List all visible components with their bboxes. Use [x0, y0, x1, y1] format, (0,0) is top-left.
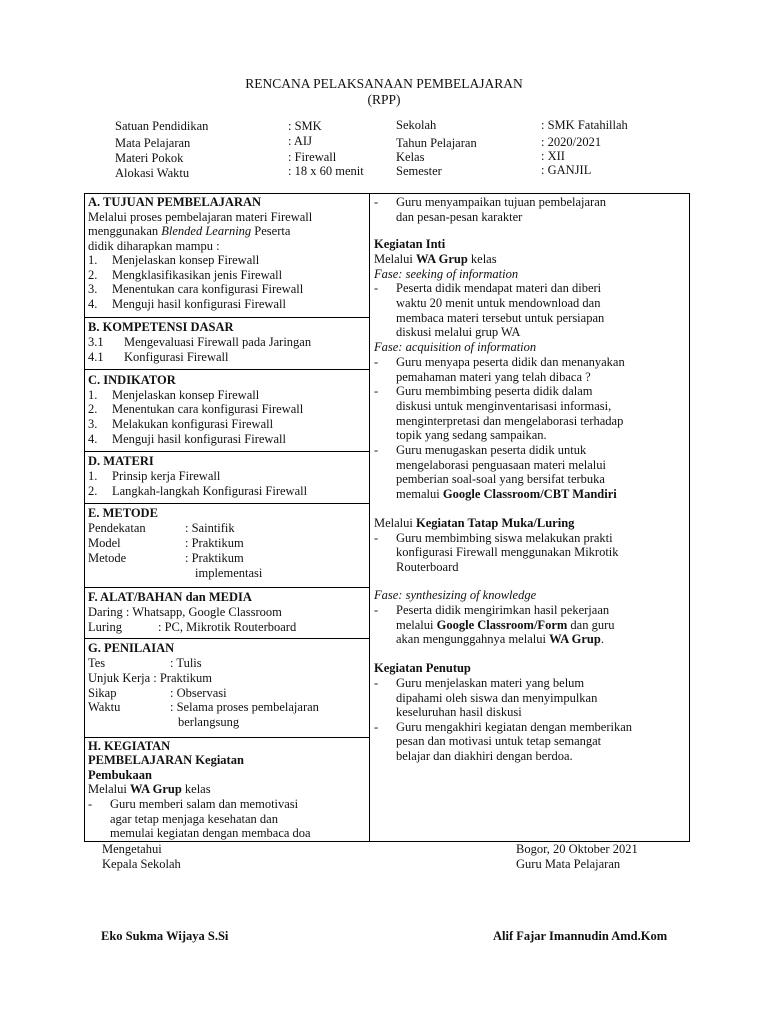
- row-label: Sikap: [88, 686, 117, 700]
- phase-label: Fase: seeking of information: [374, 267, 519, 281]
- bullet-cont: akan mengunggahnya melalui WA Grup.: [396, 632, 604, 646]
- row-value: : Observasi: [170, 686, 227, 700]
- bullet-cont: pesan dan motivasi untuk tetap semangat: [396, 734, 602, 748]
- info-value: : Firewall: [288, 150, 337, 164]
- signature-name: Eko Sukma Wijaya S.Si: [101, 929, 229, 943]
- info-value: : SMK: [288, 119, 322, 133]
- daring-line: Daring : Whatsapp, Google Classroom: [88, 605, 282, 619]
- section-divider: [84, 451, 369, 452]
- bullet-cont: pemahaman materi yang telah dibaca ?: [396, 370, 591, 384]
- bullet-cont: Routerboard: [396, 560, 459, 574]
- bullet-item: - Guru menugaskan peserta didik untuk: [374, 443, 587, 457]
- subheading: Kegiatan Penutup: [374, 661, 471, 675]
- section-divider: [84, 737, 369, 738]
- section-heading: G. PENILAIAN: [88, 641, 175, 655]
- row-value: : Tulis: [170, 656, 202, 670]
- info-value: : SMK Fatahillah: [541, 118, 628, 132]
- paragraph-line: Melalui WA Grup kelas: [374, 252, 497, 266]
- bullet-cont: mengelaborasi penguasaan materi melalui: [396, 458, 606, 472]
- bullet-cont: konfigurasi Firewall menggunakan Mikrotik: [396, 545, 619, 559]
- paragraph-line: Melalui proses pembelajaran materi Firewall: [88, 210, 313, 224]
- bullet-item: - Guru memberi salam dan memotivasi: [88, 797, 299, 811]
- row-label: Tes: [88, 656, 106, 670]
- phase-label: Fase: acquisition of information: [374, 340, 537, 354]
- section-heading: D. MATERI: [88, 454, 154, 468]
- list-item: 1. Menjelaskan konsep Firewall: [88, 388, 260, 402]
- list-item: 1. Prinsip kerja Firewall: [88, 469, 221, 483]
- info-label: Semester: [396, 164, 442, 178]
- section-divider: [84, 369, 369, 370]
- list-item: 3. Menentukan cara konfigurasi Firewall: [88, 282, 304, 296]
- info-label: Tahun Pelajaran: [396, 136, 477, 150]
- paragraph-line: Melalui WA Grup kelas: [88, 782, 211, 796]
- document-title: RENCANA PELAKSANAAN PEMBELAJARAN: [245, 76, 523, 91]
- bullet-cont: melalui Google Classroom/Form dan guru: [396, 618, 615, 632]
- info-value: : AIJ: [288, 134, 312, 148]
- info-label: Sekolah: [396, 118, 437, 132]
- signature-name: Alif Fajar Imannudin Amd.Kom: [493, 929, 668, 943]
- bullet-item: - Guru menyampaikan tujuan pembelajaran: [374, 195, 606, 209]
- info-label: Satuan Pendidikan: [115, 119, 209, 133]
- section-divider: [84, 503, 369, 504]
- info-label: Kelas: [396, 150, 425, 164]
- signature-role: Kepala Sekolah: [102, 857, 181, 871]
- bullet-item: - Peserta didik mendapat materi dan diberi: [374, 281, 602, 295]
- row-value: : PC, Mikrotik Routerboard: [158, 620, 297, 634]
- paragraph-line: menggunakan Blended Learning Peserta: [88, 224, 291, 238]
- bullet-cont: menginterpretasi dan mengelaborasi terhadap: [396, 414, 624, 428]
- row-value: : Saintifik: [185, 521, 235, 535]
- unjuk-line: Unjuk Kerja : Praktikum: [88, 671, 212, 685]
- row-label: Waktu: [88, 700, 121, 714]
- bullet-cont: memulai kegiatan dengan membaca doa: [110, 826, 311, 840]
- bullet-item: - Guru mengakhiri kegiatan dengan memberikan: [374, 720, 633, 734]
- bullet-cont: agar tetap menjaga kesehatan dan: [110, 812, 278, 826]
- bullet-item: - Guru menjelaskan materi yang belum: [374, 676, 585, 690]
- signature-date: Bogor, 20 Oktober 2021: [516, 842, 638, 856]
- list-item: 2. Menentukan cara konfigurasi Firewall: [88, 402, 304, 416]
- bullet-cont: keseluruhan hasil diskusi: [396, 705, 522, 719]
- list-item: 2. Langkah-langkah Konfigurasi Firewall: [88, 484, 308, 498]
- section-heading: A. TUJUAN PEMBELAJARAN: [88, 195, 262, 209]
- document-subtitle: (RPP): [367, 92, 401, 107]
- bullet-cont: diskusi melalui grup WA: [396, 325, 521, 339]
- row-label: Metode: [88, 551, 127, 565]
- row-value: : Praktikum: [185, 536, 244, 550]
- bullet-cont: waktu 20 menit untuk mendownload dan: [396, 296, 601, 310]
- row-label: Model: [88, 536, 121, 550]
- bullet-cont: pemberian soal-soal yang bersifat terbuka: [396, 472, 605, 486]
- list-item: 4.1 Konfigurasi Firewall: [88, 350, 229, 364]
- section-heading: Pembukaan: [88, 768, 152, 782]
- paragraph-line: Melalui Kegiatan Tatap Muka/Luring: [374, 516, 575, 530]
- bullet-item: - Guru membimbing siswa melakukan prakti: [374, 531, 613, 545]
- section-heading: PEMBELAJARAN Kegiatan: [88, 753, 244, 767]
- section-heading: C. INDIKATOR: [88, 373, 176, 387]
- row-value-cont: berlangsung: [178, 715, 240, 729]
- row-value: : Praktikum: [185, 551, 244, 565]
- bullet-cont: dan pesan-pesan karakter: [396, 210, 523, 224]
- column-divider: [369, 193, 370, 842]
- info-label: Alokasi Waktu: [115, 166, 190, 180]
- info-value: : 2020/2021: [541, 135, 602, 149]
- section-heading: F. ALAT/BAHAN dan MEDIA: [88, 590, 252, 604]
- row-value-cont: implementasi: [195, 566, 263, 580]
- bullet-cont: topik yang sedang sampaikan.: [396, 428, 547, 442]
- bullet-cont: membaca materi tersebut untuk persiapan: [396, 311, 605, 325]
- bullet-item: - Guru membimbing peserta didik dalam: [374, 384, 593, 398]
- list-item: 3. Melakukan konfigurasi Firewall: [88, 417, 274, 431]
- row-label: Pendekatan: [88, 521, 146, 535]
- bullet-item: - Peserta didik mengirimkan hasil pekerjaan: [374, 603, 610, 617]
- info-value: : GANJIL: [541, 163, 592, 177]
- info-label: Mata Pelajaran: [115, 136, 191, 150]
- section-divider: [84, 638, 369, 639]
- bullet-cont: belajar dan diakhiri dengan berdoa.: [396, 749, 573, 763]
- section-heading: H. KEGIATAN: [88, 739, 171, 753]
- list-item: 4. Menguji hasil konfigurasi Firewall: [88, 432, 286, 446]
- section-heading: E. METODE: [88, 506, 158, 520]
- signature-role: Guru Mata Pelajaran: [516, 857, 621, 871]
- subheading: Kegiatan Inti: [374, 237, 446, 251]
- section-divider: [84, 317, 369, 318]
- info-label: Materi Pokok: [115, 151, 184, 165]
- list-item: 2. Mengklasifikasikan jenis Firewall: [88, 268, 283, 282]
- info-value: : 18 x 60 menit: [288, 164, 364, 178]
- bullet-cont: memalui Google Classroom/CBT Mandiri: [396, 487, 617, 501]
- signature-label: Mengetahui: [102, 842, 162, 856]
- bullet-item: - Guru menyapa peserta didik dan menanyakan: [374, 355, 625, 369]
- bullet-cont: dipahami oleh siswa dan menyimpulkan: [396, 691, 598, 705]
- section-heading: B. KOMPETENSI DASAR: [88, 320, 234, 334]
- list-item: 1. Menjelaskan konsep Firewall: [88, 253, 260, 267]
- list-item: 3.1 Mengevaluasi Firewall pada Jaringan: [88, 335, 312, 349]
- bullet-cont: diskusi untuk menginventarisasi informasi,: [396, 399, 612, 413]
- section-divider: [84, 587, 369, 588]
- list-item: 4. Menguji hasil konfigurasi Firewall: [88, 297, 286, 311]
- row-label: Luring: [88, 620, 123, 634]
- paragraph-line: didik diharapkan mampu :: [88, 239, 220, 253]
- row-value: : Selama proses pembelajaran: [170, 700, 319, 714]
- info-value: : XII: [541, 149, 565, 163]
- phase-label: Fase: synthesizing of knowledge: [374, 588, 537, 602]
